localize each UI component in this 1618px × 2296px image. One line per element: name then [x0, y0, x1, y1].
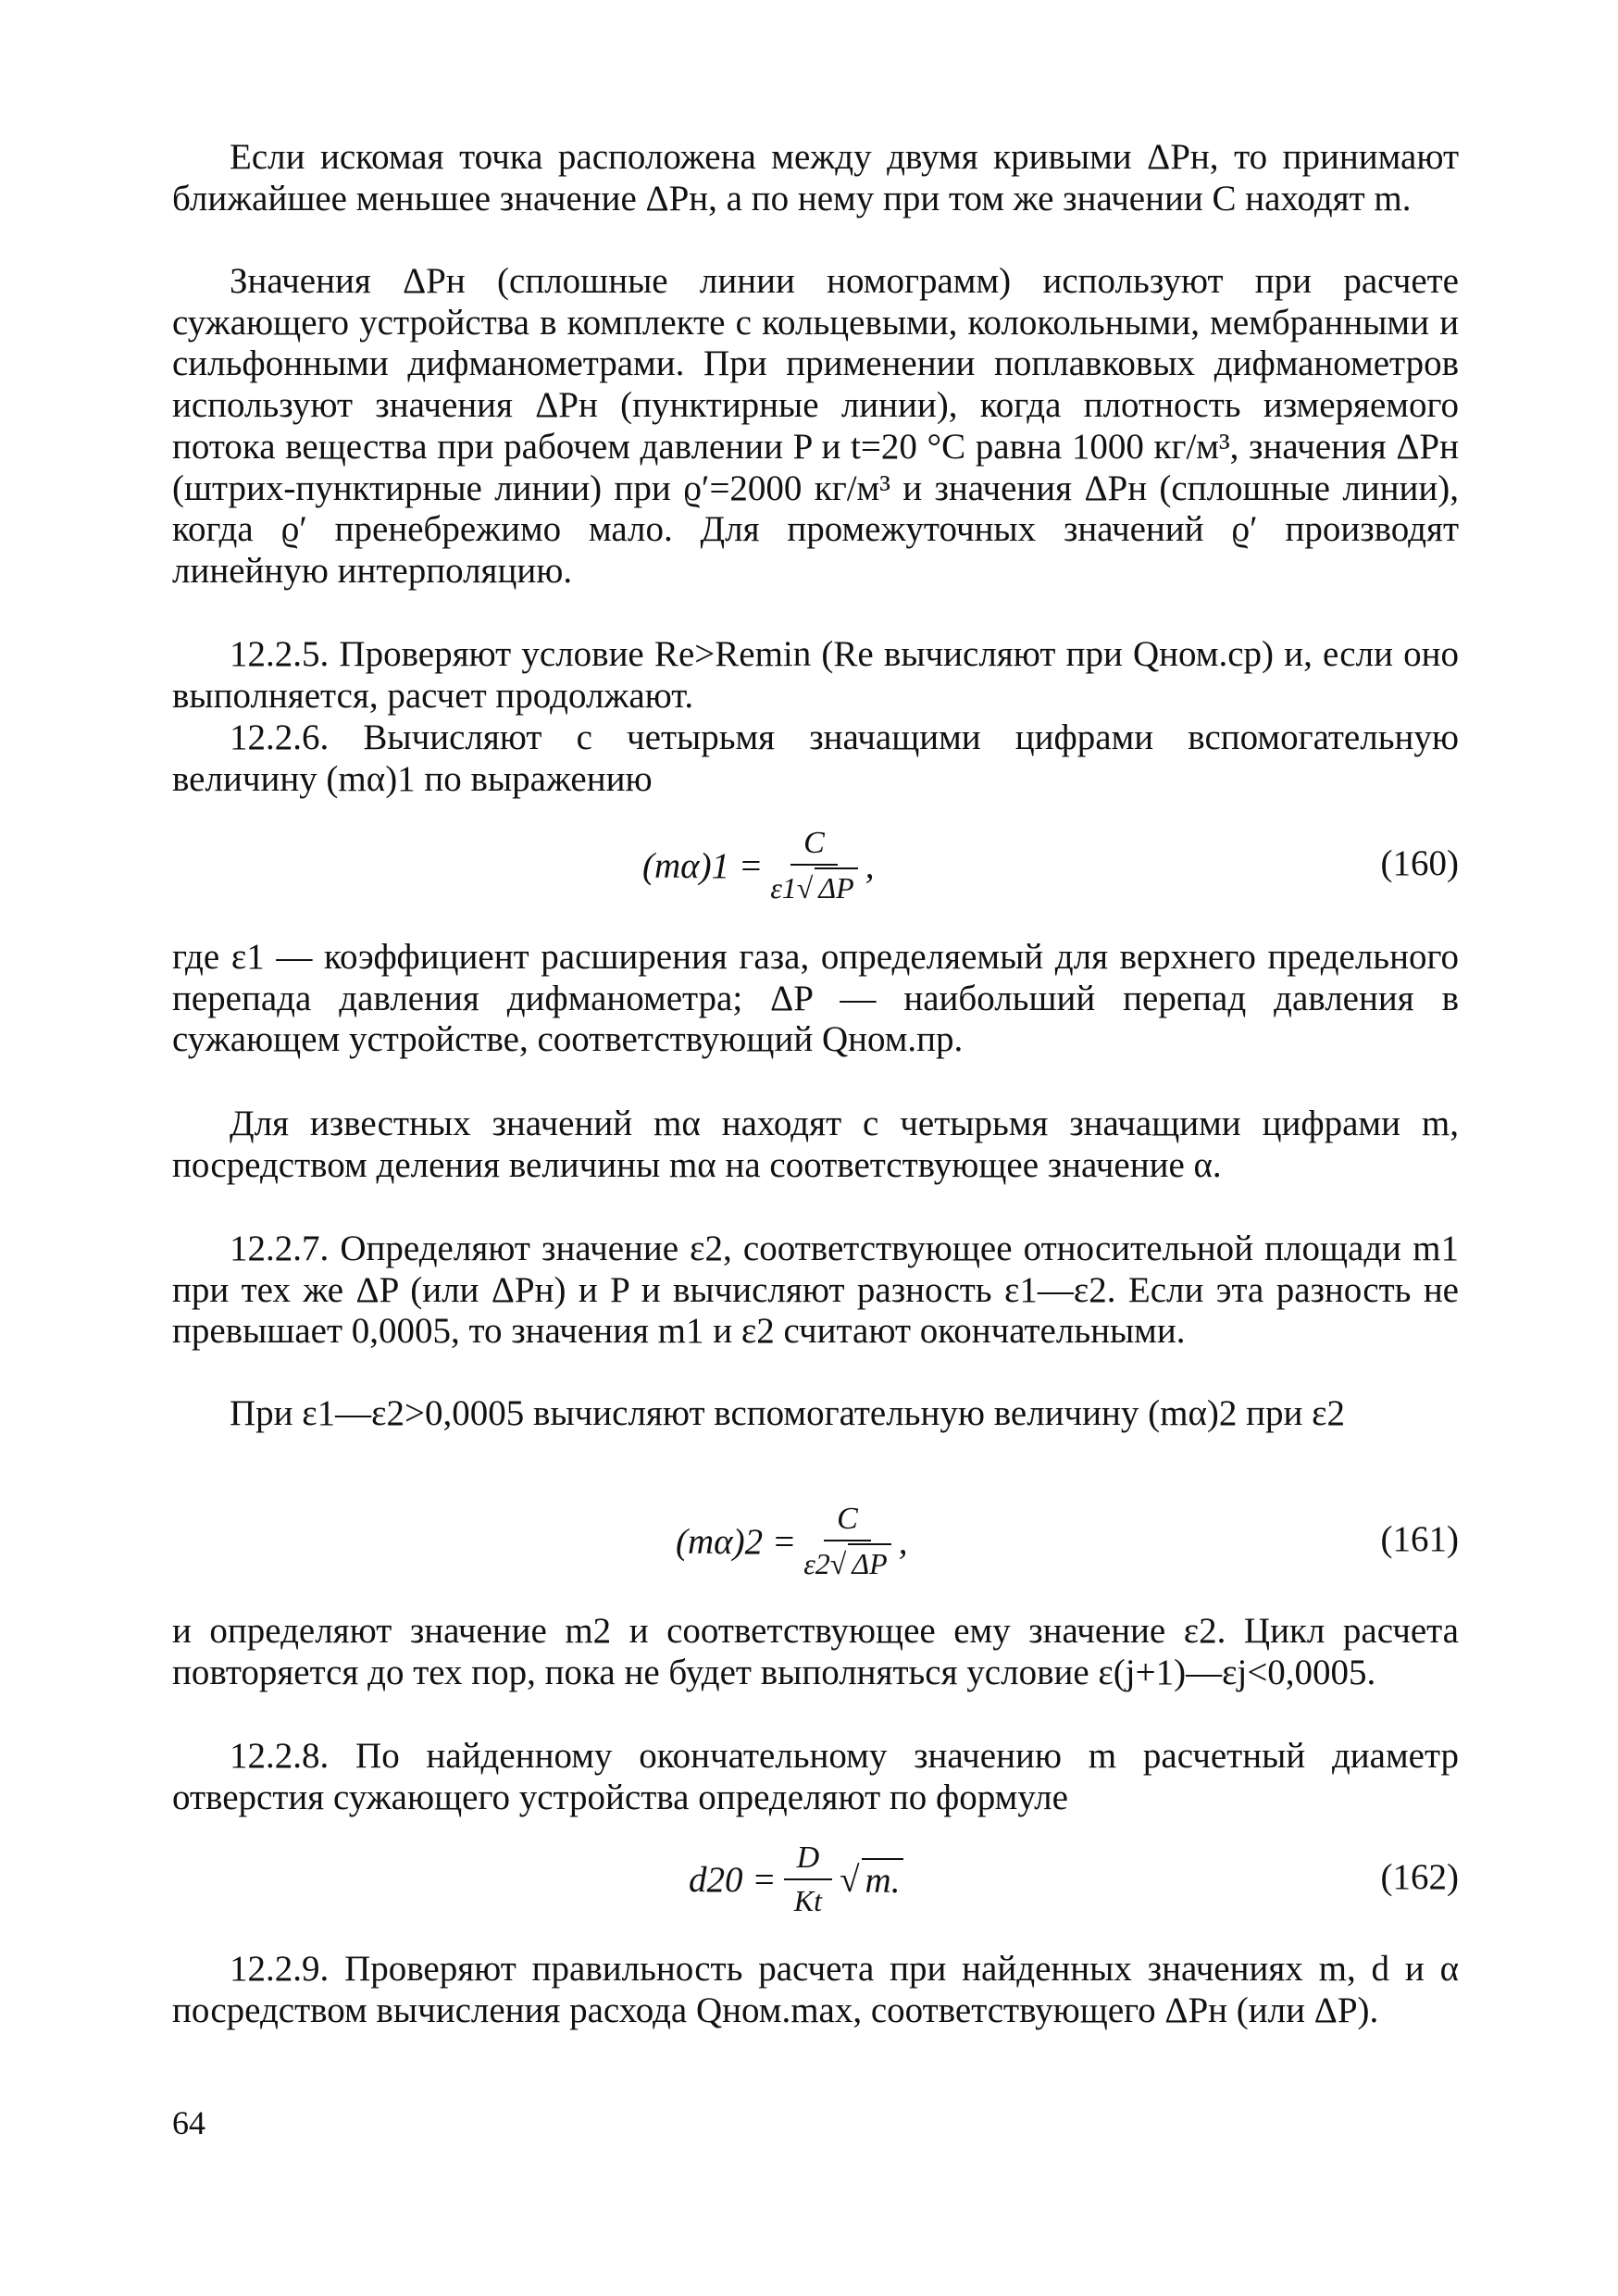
formula-161-epsilon: ε2: [803, 1547, 830, 1580]
paragraph-4-text: 12.2.6. Вычисляют с четырьмя значащими цифрами вспомогательную величину (mα)1 по выражению: [172, 718, 1459, 799]
paragraph-10-text: 12.2.8. По найденному окончательному значению m расчетный диаметр отверстия сужающего устройства определяют по формуле: [172, 1736, 1459, 1817]
formula-161-number: (161): [1380, 1519, 1459, 1559]
formula-161-comma: ,: [898, 1521, 908, 1562]
paragraph-5: [172, 937, 1459, 1061]
paragraph-8-text: При ε1—ε2>0,0005 вычисляют вспомогательную величину (mα)2 при ε2: [230, 1393, 1346, 1433]
sqrt-symbol: √: [796, 871, 814, 905]
formula-162: [172, 1828, 1459, 1930]
formula-162-fraction: [784, 1840, 833, 1919]
paragraph-9: [172, 1611, 1459, 1693]
paragraph-2: [172, 261, 1459, 593]
sqrt-symbol: √: [829, 1547, 847, 1580]
formula-160-radicand: ΔP: [815, 867, 857, 906]
formula-160: [172, 815, 1459, 917]
paragraph-8: [172, 1393, 1459, 1435]
formula-161: [172, 1491, 1459, 1592]
formula-160-comma: ,: [865, 845, 875, 886]
paragraph-7-text: 12.2.7. Определяют значение ε2, соответствующее относительной площади m1 при тех же ΔP (или ΔPн) и P и вычисляют разность ε1—ε2. Если эта разность не превышает 0,0005, то значения m1 и ε2 считают окончательными.: [172, 1229, 1459, 1352]
paragraph-11: [172, 1949, 1459, 2031]
formula-162-denominator: Kt: [793, 1884, 822, 1917]
paragraph-3: [172, 634, 1459, 717]
formula-162-numerator: D: [784, 1840, 833, 1880]
sqrt-symbol: √: [840, 1859, 860, 1900]
paragraph-3-text: 12.2.5. Проверяют условие Re>Remin (Re вычисляют при Qном.ср) и, если оно выполняется, расчет продолжают.: [172, 634, 1459, 716]
formula-160-fraction: [770, 825, 858, 906]
formula-162-radicand: m.: [862, 1858, 904, 1902]
formula-160-numerator: C: [790, 825, 838, 866]
formula-161-denominator: [803, 1541, 891, 1582]
paragraph-10: [172, 1736, 1459, 1818]
formula-161-lhs: (mα)2 =: [676, 1521, 797, 1562]
formula-160-lhs: (mα)1 =: [642, 845, 764, 886]
paragraph-6: [172, 1104, 1459, 1186]
paragraph-2-text: Значения ΔPн (сплошные линии номограмм) используют при расчете сужающего устройства в комплекте с кольцевыми, колокольными, мембранными и сильфонными дифманометрами. При применении поплавковых дифманометров используют значения ΔPн (пунктирные линии), когда плотность измеряемого потока вещества при рабочем давлении P и t=20 °C равна 1000 кг/м³, значения ΔPн (штрих-пунктирные линии) при ϱ′=2000 кг/м³ и значения ΔPн (сплошные линии), когда ϱ′ пренебрежимо мало. Для промежуточных значений ϱ′ производят линейную интерполяцию.: [172, 261, 1459, 591]
formula-160-denominator: [770, 866, 858, 906]
paragraph-1-text: Если искомая точка расположена между двумя кривыми ΔPн, то принимают ближайшее меньшее значение ΔPн, а по нему при том же значении C находят m.: [172, 137, 1459, 218]
paragraph-11-text: 12.2.9. Проверяют правильность расчета при найденных значениях m, d и α посредством вычисления расхода Qном.max, соответствующего ΔPн (или ΔP).: [172, 1949, 1459, 2030]
formula-161-radicand: ΔP: [848, 1543, 890, 1582]
paragraph-1: [172, 137, 1459, 219]
formula-162-number: (162): [1380, 1857, 1459, 1897]
page-number: 64: [172, 2104, 205, 2141]
paragraph-4: [172, 718, 1459, 800]
formula-160-epsilon: ε1: [770, 871, 797, 905]
formula-161-fraction: [803, 1501, 891, 1582]
formula-162-lhs: d20 =: [689, 1859, 777, 1900]
paragraph-5-text: где ε1 — коэффициент расширения газа, определяемый для верхнего предельного перепада давления дифманометра; ΔP — наибольший перепад давления в сужающем устройстве, соответствующий Qном.пр.: [172, 937, 1459, 1060]
paragraph-6-text: Для известных значений mα находят с четырьмя значащими цифрами m, посредством деления величины mα на соответствующее значение α.: [172, 1104, 1459, 1185]
paragraph-9-text: и определяют значение m2 и соответствующее ему значение ε2. Цикл расчета повторяется до тех пор, пока не будет выполняться условие ε(j+1)—εj<0,0005.: [172, 1611, 1459, 1692]
formula-161-numerator: C: [824, 1501, 871, 1541]
formula-160-number: (160): [1380, 843, 1459, 883]
paragraph-7: [172, 1229, 1459, 1353]
